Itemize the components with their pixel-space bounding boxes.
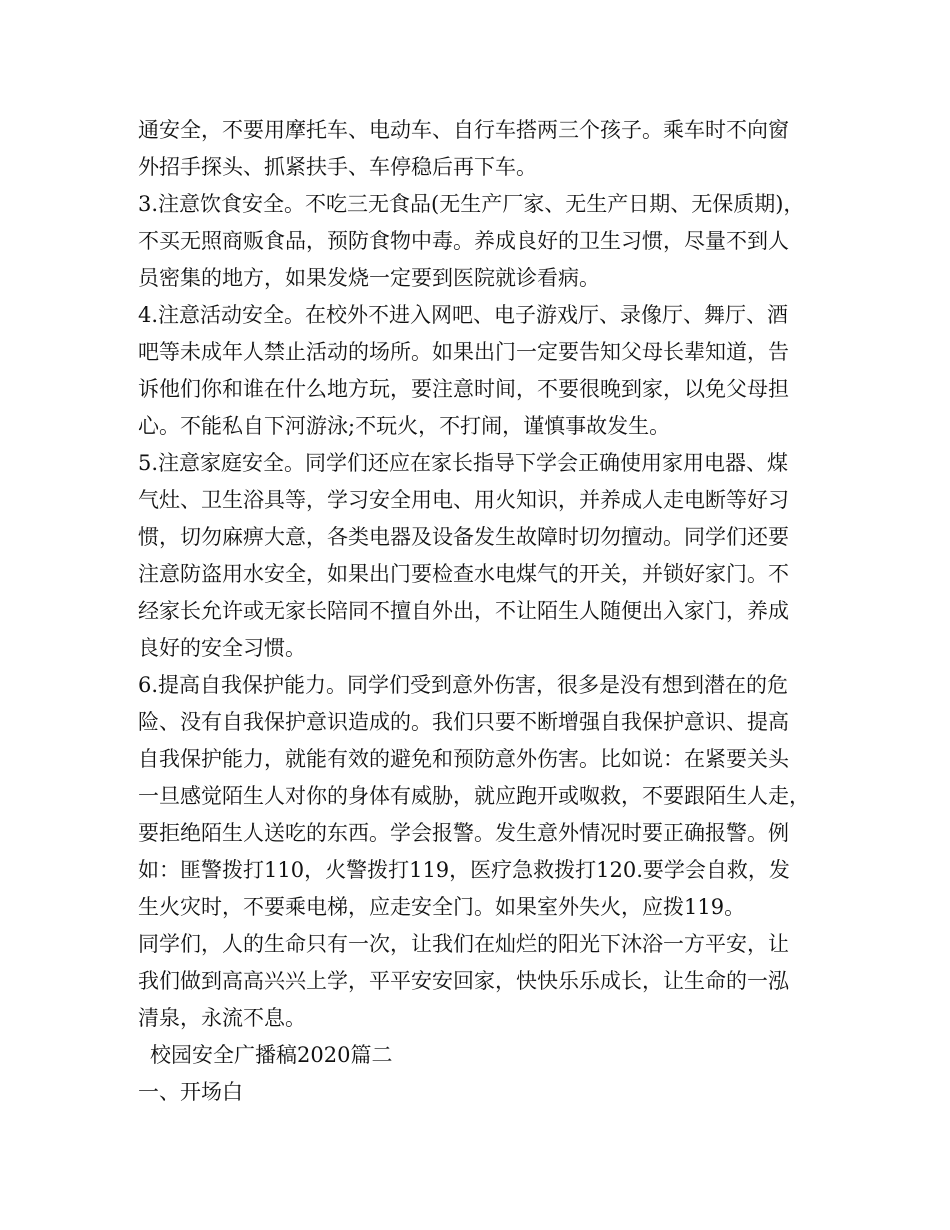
text-line: 自我保护能力，就能有效的避免和预防意外伤害。比如说：在紧要关头 xyxy=(138,747,789,771)
text-line: 4.注意活动安全。在校外不进入网吧、电子游戏厅、录像厅、舞厅、酒 xyxy=(138,303,789,327)
text-line: 员密集的地方，如果发烧一定要到医院就诊看病。 xyxy=(138,266,600,290)
text-line: 通安全，不要用摩托车、电动车、自行车搭两三个孩子。乘车时不向窗 xyxy=(138,118,789,142)
text-line: 3.注意饮食安全。不吃三无食品(无生产厂家、无生产日期、无保质期)， xyxy=(138,192,805,216)
text-line: 如：匪警拨打110，火警拨打119，医疗急救拨打120.要学会自救，发 xyxy=(138,858,790,882)
text-line: 要拒绝陌生人送吃的东西。学会报警。发生意外情况时要正确报警。例 xyxy=(138,821,789,845)
text-line: 生火灾时，不要乘电梯，应走安全门。如果室外失火，应拨119。 xyxy=(138,895,746,919)
section-title: 校园安全广播稿2020篇二 xyxy=(150,1043,393,1067)
text-line: 注意防盗用水安全，如果出门要检查水电煤气的开关，并锁好家门。不 xyxy=(138,562,789,586)
text-line: 同学们，人的生命只有一次，让我们在灿烂的阳光下沐浴一方平安，让 xyxy=(138,932,789,956)
text-line: 险、没有自我保护意识造成的。我们只要不断增强自我保护意识、提高 xyxy=(138,710,789,734)
text-line: 吧等未成年人禁止活动的场所。如果出门一定要告知父母长辈知道，告 xyxy=(138,340,789,364)
text-line: 不买无照商贩食品，预防食物中毒。养成良好的卫生习惯，尽量不到人 xyxy=(138,229,789,253)
section-heading: 一、开场白 xyxy=(138,1080,243,1104)
text-line: 惯，切勿麻痹大意，各类电器及设备发生故障时切勿擅动。同学们还要 xyxy=(138,525,789,549)
text-line: 经家长允许或无家长陪同不擅自外出，不让陌生人随便出入家门，养成 xyxy=(138,599,789,623)
text-line: 清泉，永流不息。 xyxy=(138,1006,306,1030)
text-line: 气灶、卫生浴具等，学习安全用电、用火知识，并养成人走电断等好习 xyxy=(138,488,789,512)
document-body xyxy=(138,112,818,1111)
text-line: 良好的安全习惯。 xyxy=(138,636,306,660)
text-line: 外招手探头、抓紧扶手、车停稳后再下车。 xyxy=(138,155,537,179)
text-line: 心。不能私自下河游泳;不玩火，不打闹，谨慎事故发生。 xyxy=(138,414,671,438)
text-line: 6.提高自我保护能力。同学们受到意外伤害，很多是没有想到潜在的危 xyxy=(138,673,789,697)
text-line: 诉他们你和谁在什么地方玩，要注意时间，不要很晚到家，以免父母担 xyxy=(138,377,789,401)
text-line: 5.注意家庭安全。同学们还应在家长指导下学会正确使用家用电器、煤 xyxy=(138,451,789,475)
text-line: 一旦感觉陌生人对你的身体有威胁，就应跑开或呶救，不要跟陌生人走， xyxy=(138,784,810,808)
text-line: 我们做到高高兴兴上学，平平安安回家，快快乐乐成长，让生命的一泓 xyxy=(138,969,789,993)
